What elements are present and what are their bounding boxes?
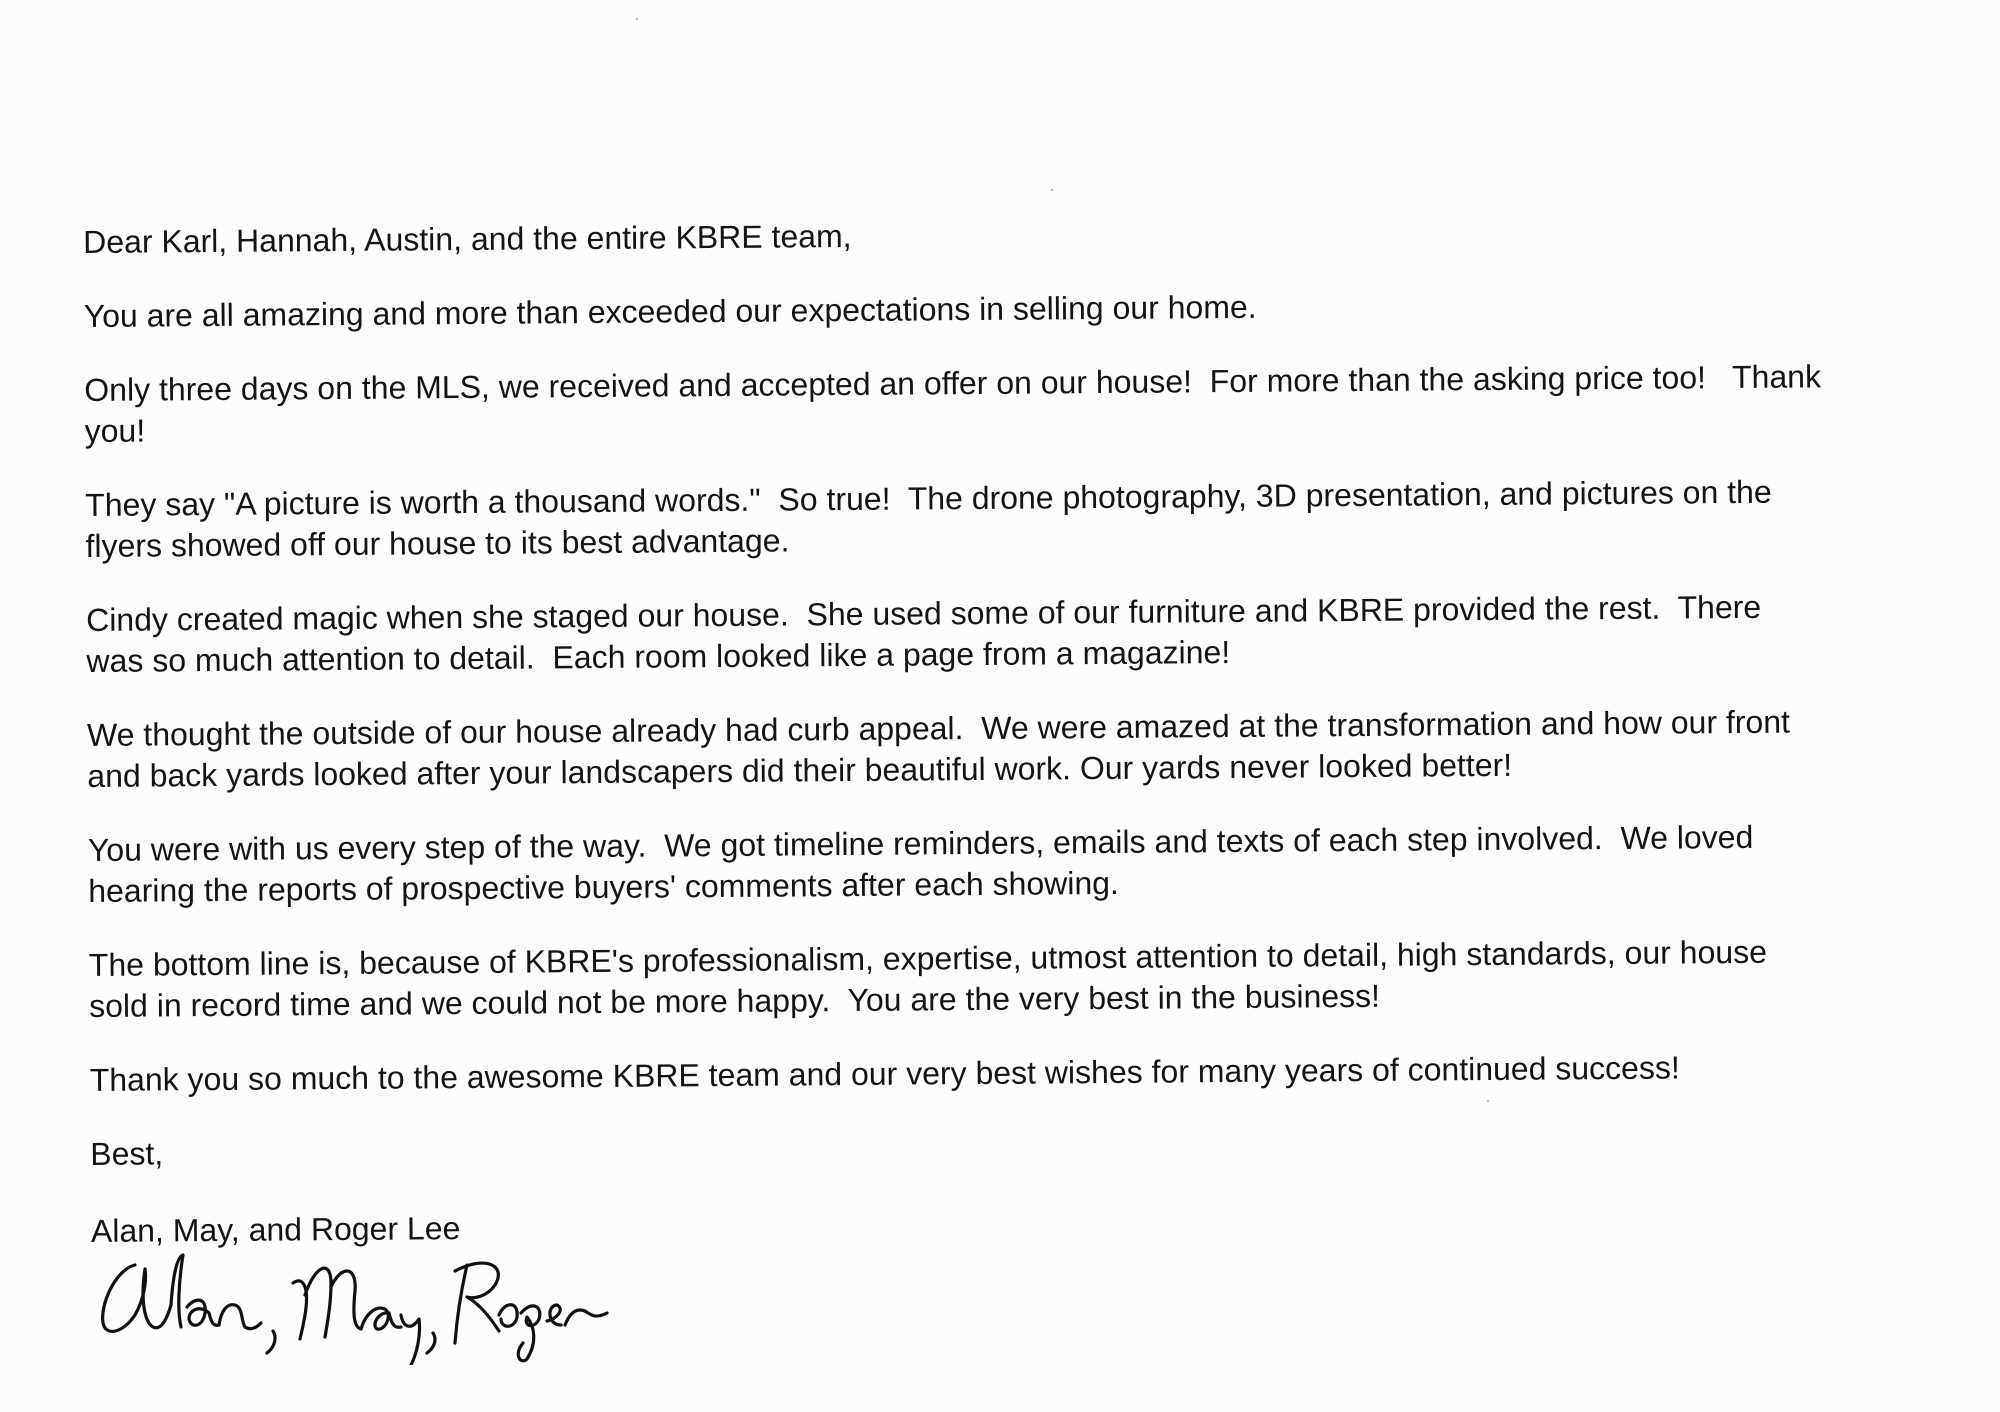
paragraph-line: sold in record time and we could not be more happy. You are the very best in the business! [89, 977, 1381, 1024]
paragraph-line: you! [84, 412, 146, 449]
paragraph-6 [88, 816, 1889, 912]
paragraph-2 [84, 356, 1885, 452]
paragraph-line: hearing the reports of prospective buyers' comments after each showing. [88, 864, 1120, 909]
paragraph-8 [90, 1046, 1890, 1101]
signature-drawing [95, 1235, 635, 1365]
paragraph-7 [89, 931, 1890, 1027]
paragraph-line: The bottom line is, because of KBRE's professionalism, expertise, utmost attention to detail, high standards, our house [88, 933, 1768, 983]
paragraph-line: Cindy created magic when she staged our house. She used some of our furniture and KBRE provided the rest. There [85, 588, 1762, 638]
paragraph-line: Only three days on the MLS, we received and accepted an offer on our house! For more than the asking price too! Thank [84, 358, 1822, 408]
handwritten-signature [95, 1235, 635, 1365]
paragraph-1 [84, 282, 1884, 337]
paragraph-4 [86, 586, 1887, 682]
paragraph-line: They say "A picture is worth a thousand words." So true! The drone photography, 3D presentation, and pictures on the [85, 473, 1772, 523]
scan-speck [636, 18, 638, 20]
sender-names: Alan, May, and Roger Lee [90, 1210, 461, 1249]
paragraph-line: You are all amazing and more than exceeded our expectations in selling our home. [83, 288, 1257, 334]
paragraph-line: Thank you so much to the awesome KBRE team and our very best wishes for many years of continued success! [89, 1049, 1680, 1098]
paragraph-line: and back yards looked after your landscapers did their beautiful work. Our yards never looked better! [87, 746, 1513, 794]
closing: Best, [90, 1135, 164, 1172]
paragraph-line: We thought the outside of our house already had curb appeal. We were amazed at the transformation and how our front [86, 703, 1791, 753]
letter-body [83, 208, 1891, 1252]
paragraph-line: You were with us every step of the way. We got timeline reminders, emails and texts of each step involved. We loved [87, 818, 1754, 868]
paragraph-5 [87, 701, 1888, 797]
salutation: Dear Karl, Hannah, Austin, and the entire KBRE team, [83, 217, 852, 260]
paragraph-3 [85, 471, 1886, 567]
paragraph-line: was so much attention to detail. Each room looked like a page from a magazine! [86, 634, 1231, 679]
scan-speck [1051, 189, 1053, 191]
paragraph-line: flyers showed off our house to its best advantage. [85, 522, 790, 564]
